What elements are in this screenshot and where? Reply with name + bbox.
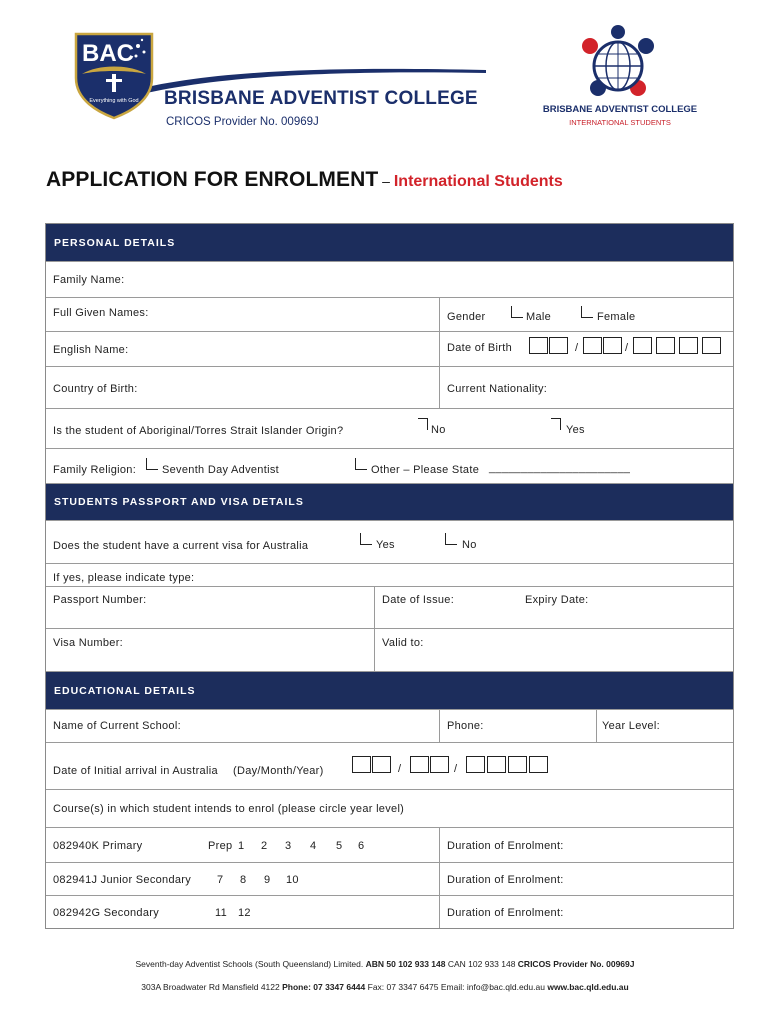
course-code: 082941J Junior Secondary <box>53 874 192 886</box>
year-level-option[interactable]: 3 <box>285 840 292 852</box>
sda-checkbox[interactable] <box>146 458 158 470</box>
footer-company: Seventh-day Adventist Schools (South Queensland) Limited. <box>135 959 366 969</box>
arrival-row <box>46 742 733 789</box>
divider <box>439 710 440 742</box>
country-row <box>46 366 733 408</box>
other-religion-line[interactable]: ______________________ <box>489 462 631 474</box>
bac-logo-text: BAC <box>82 40 134 67</box>
arrival-month-digit[interactable] <box>430 756 449 773</box>
year-level-option[interactable]: 11 <box>215 907 228 919</box>
arrival-slash: / <box>454 763 458 775</box>
cricos-number: CRICOS Provider No. 00969J <box>166 116 319 128</box>
bac-logo <box>68 24 488 134</box>
dob-day-digit[interactable] <box>529 337 548 354</box>
year-level-option[interactable]: 9 <box>264 874 271 886</box>
year-level-option[interactable]: 5 <box>336 840 343 852</box>
footer-fax-email: Fax: 07 3347 6475 Email: info@bac.qld.edu.au <box>365 982 548 992</box>
phone-label: Phone: <box>447 720 484 732</box>
female-label: Female <box>597 311 636 323</box>
course-row <box>46 827 733 862</box>
year-level-option[interactable]: 10 <box>286 874 299 886</box>
divider <box>439 863 440 895</box>
section-passport-visa <box>46 483 733 520</box>
arrival-month-digit[interactable] <box>410 756 429 773</box>
divider <box>374 629 375 671</box>
passport-number-label: Passport Number: <box>53 594 147 606</box>
aboriginal-question: Is the student of Aboriginal/Torres Strait Islander Origin? <box>53 425 344 437</box>
section-personal-details <box>46 224 733 261</box>
divider <box>439 367 440 408</box>
visa-type-label: If yes, please indicate type: <box>53 572 195 584</box>
footer-can: CAN 102 933 148 <box>445 959 518 969</box>
divider <box>374 587 375 628</box>
family-name-field[interactable] <box>46 261 733 297</box>
family-name-label: Family Name: <box>53 274 125 286</box>
college-name: BRISBANE ADVENTIST COLLEGE <box>164 88 478 109</box>
footer-website-link[interactable]: www.bac.qld.edu.au <box>547 982 629 992</box>
enrolment-form <box>45 223 734 929</box>
aboriginal-no-checkbox[interactable] <box>418 418 428 430</box>
arrival-day-digit[interactable] <box>352 756 371 773</box>
divider <box>596 710 597 742</box>
section-heading: PERSONAL DETAILS <box>54 236 176 249</box>
title-subtitle: International Students <box>393 173 563 190</box>
arrival-label: Date of Initial arrival in Australia <box>53 765 218 777</box>
religion-row <box>46 448 733 483</box>
course-row <box>46 862 733 895</box>
english-name-label: English Name: <box>53 344 129 356</box>
arrival-slash: / <box>398 763 402 775</box>
country-birth-label: Country of Birth: <box>53 383 138 395</box>
expiry-date-label: Expiry Date: <box>525 594 589 606</box>
year-level-label: Year Level: <box>602 720 660 732</box>
visa-no-label: No <box>462 539 477 551</box>
given-names-label: Full Given Names: <box>53 307 149 319</box>
course-code: 082942G Secondary <box>53 907 160 919</box>
dob-year-digit[interactable] <box>702 337 721 354</box>
dob-slash: / <box>625 342 629 354</box>
footer-abn: ABN 50 102 933 148 <box>365 959 446 969</box>
year-level-option[interactable]: Prep <box>208 840 233 852</box>
intl-subtitle: INTERNATIONAL STUDENTS <box>569 118 671 127</box>
year-level-option[interactable]: 1 <box>238 840 245 852</box>
other-religion-label: Other – Please State <box>371 464 480 476</box>
other-religion-checkbox[interactable] <box>355 458 367 470</box>
dob-label: Date of Birth <box>447 342 513 354</box>
bac-motto: Everything with God <box>89 98 139 104</box>
nationality-label: Current Nationality: <box>447 383 548 395</box>
female-checkbox[interactable] <box>581 306 593 318</box>
section-heading: STUDENTS PASSPORT AND VISA DETAILS <box>54 496 304 508</box>
page-title <box>46 168 563 192</box>
international-logo <box>540 24 700 134</box>
valid-to-label: Valid to: <box>382 637 424 649</box>
footer-line-1 <box>0 959 770 969</box>
religion-label: Family Religion: <box>53 464 137 476</box>
dob-slash: / <box>575 342 579 354</box>
aboriginal-no-label: No <box>431 424 446 436</box>
passport-row <box>46 586 733 628</box>
gender-label: Gender <box>447 311 486 323</box>
given-names-row <box>46 297 733 331</box>
visa-yes-label: Yes <box>376 539 395 551</box>
intl-college-name: BRISBANE ADVENTIST COLLEGE <box>542 104 698 115</box>
divider <box>439 298 440 331</box>
arrival-day-digit[interactable] <box>372 756 391 773</box>
year-level-option[interactable]: 8 <box>240 874 247 886</box>
aboriginal-yes-checkbox[interactable] <box>551 418 561 430</box>
dob-year-digit[interactable] <box>656 337 675 354</box>
current-school-row <box>46 709 733 742</box>
dob-month-digit[interactable] <box>583 337 602 354</box>
arrival-year-digit[interactable] <box>466 756 485 773</box>
visa-yes-checkbox[interactable] <box>360 533 372 545</box>
aboriginal-yes-label: Yes <box>566 424 585 436</box>
dob-month-digit[interactable] <box>603 337 622 354</box>
visa-no-checkbox[interactable] <box>445 533 457 545</box>
year-level-option[interactable]: 7 <box>217 874 224 886</box>
year-level-option[interactable]: 6 <box>358 840 365 852</box>
date-issue-label: Date of Issue: <box>382 594 455 606</box>
courses-question: Course(s) in which student intends to enrol (please circle year level) <box>53 803 405 815</box>
visa-number-row <box>46 628 733 671</box>
course-code: 082940K Primary <box>53 840 143 852</box>
footer-cricos: CRICOS Provider No. 00969J <box>517 959 635 969</box>
duration-label: Duration of Enrolment: <box>447 874 564 886</box>
dob-year-digit[interactable] <box>633 337 652 354</box>
title-dash: – <box>378 173 394 189</box>
title-main: APPLICATION FOR ENROLMENT <box>46 168 379 191</box>
section-educational-details <box>46 671 733 709</box>
divider <box>439 332 440 366</box>
section-heading: EDUCATIONAL DETAILS <box>54 684 196 697</box>
male-label: Male <box>526 311 552 323</box>
duration-label: Duration of Enrolment: <box>447 840 564 852</box>
sda-label: Seventh Day Adventist <box>162 464 279 476</box>
visa-number-label: Visa Number: <box>53 637 124 649</box>
dob-day-digit[interactable] <box>549 337 568 354</box>
bac-shield-icon <box>68 28 160 120</box>
arrival-year-digit[interactable] <box>508 756 527 773</box>
year-level-option[interactable]: 12 <box>238 907 251 919</box>
courses-question-row <box>46 789 733 827</box>
year-level-option[interactable]: 2 <box>261 840 268 852</box>
aboriginal-row <box>46 408 733 448</box>
arrival-format: (Day/Month/Year) <box>233 765 324 777</box>
arrival-year-digit[interactable] <box>529 756 548 773</box>
arrival-year-digit[interactable] <box>487 756 506 773</box>
male-checkbox[interactable] <box>511 306 523 318</box>
year-level-option[interactable]: 4 <box>310 840 317 852</box>
divider <box>439 828 440 862</box>
dob-year-digit[interactable] <box>679 337 698 354</box>
footer-address: 303A Broadwater Rd Mansfield 4122 <box>141 982 283 992</box>
visa-type-row[interactable] <box>46 563 733 586</box>
footer-line-2 <box>0 982 770 992</box>
divider <box>439 896 440 928</box>
footer-phone: Phone: 07 3347 6444 <box>282 982 366 992</box>
current-school-label: Name of Current School: <box>53 720 181 732</box>
globe-people-icon <box>576 24 660 102</box>
course-row <box>46 895 733 928</box>
visa-question-row <box>46 520 733 563</box>
visa-question: Does the student have a current visa for Australia <box>53 540 309 552</box>
english-name-row <box>46 331 733 366</box>
duration-label: Duration of Enrolment: <box>447 907 564 919</box>
